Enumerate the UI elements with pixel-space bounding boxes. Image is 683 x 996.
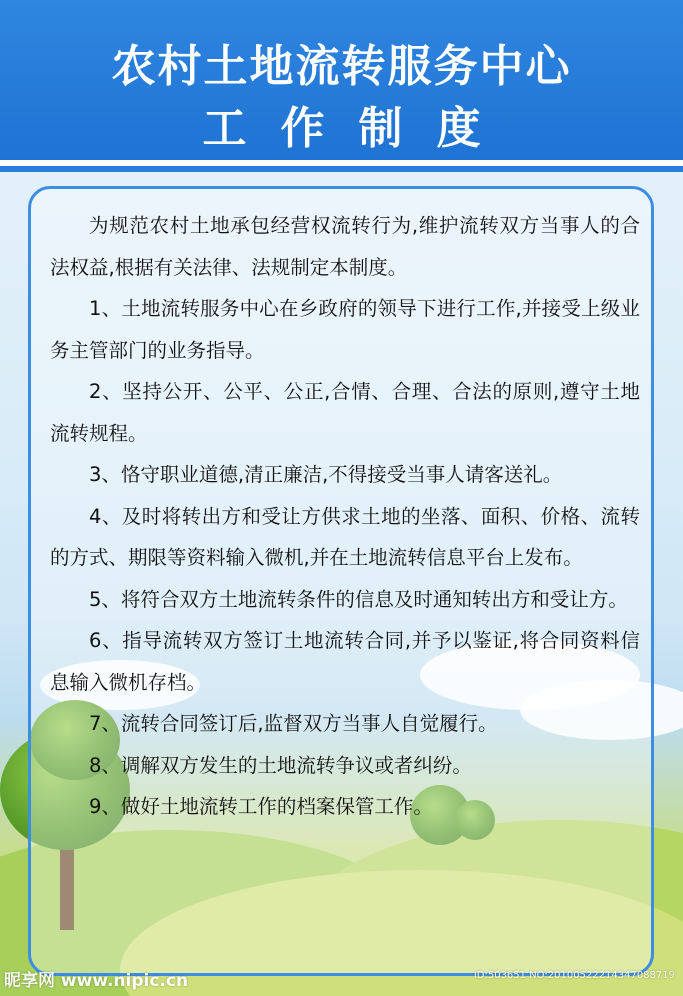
paragraph-item-3: 3、恪守职业道德,清正廉洁,不得接受当事人请客送礼。 [89, 463, 563, 486]
paragraph-item-6: 6、指导流转双方签订土地流转合同,并予以鉴证,将合同资料信息输入微机存档。 [50, 629, 640, 694]
paragraph-intro: 为规范农村土地承包经营权流转行为,维护流转双方当事人的合法权益,根据有关法律、法规制定本制度。 [50, 214, 640, 279]
paragraph-item-5: 5、将符合双方土地流转条件的信息及时通知转出方和受让方。 [89, 587, 628, 611]
paragraph-item-2: 2、坚持公开、公平、公正,合情、合理、合法的原则,遵守土地流转规程。 [50, 380, 640, 445]
paragraph-item-9: 9、做好土地流转工作的档案保管工作。 [89, 795, 433, 818]
regulation-text [50, 205, 640, 828]
page-subtitle: 工作制度 [202, 103, 515, 154]
watermark-logo: 昵享网 www.nipic.cn [4, 971, 189, 991]
watermark-id: ID:503651 NO:20100522214347088719 [473, 970, 675, 981]
paragraph-item-7: 7、流转合同签订后,监督双方当事人自觉履行。 [89, 712, 498, 735]
paragraph-item-1: 1、土地流转服务中心在乡政府的领导下进行工作,并接受上级业务主管部门的业务指导。 [50, 297, 640, 362]
paragraph-item-4: 4、及时将转出方和受让方供求土地的坐落、面积、价格、流转的方式、期限等资料输入微机,并在土地流转信息平台上发布。 [50, 504, 640, 569]
page-title: 农村土地流转服务中心 [111, 41, 572, 92]
paragraph-item-8: 8、调解双方发生的土地流转争议或者纠纷。 [89, 753, 472, 777]
header-divider-blue [0, 166, 683, 172]
